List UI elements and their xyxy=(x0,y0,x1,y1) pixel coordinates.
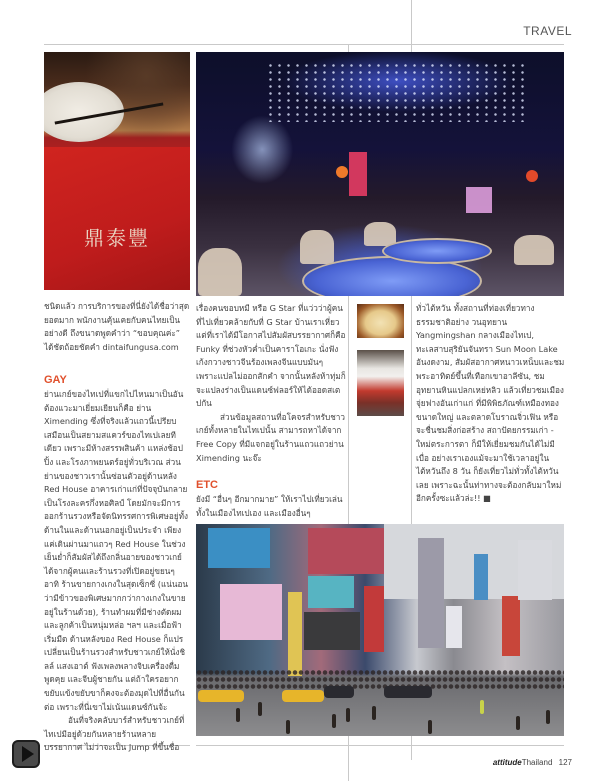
table xyxy=(382,238,492,264)
ceiling-lights xyxy=(266,62,526,122)
billboard xyxy=(308,528,384,574)
play-button[interactable] xyxy=(12,740,40,768)
page-number: 127 xyxy=(558,758,572,767)
dumplings-photo xyxy=(357,304,404,338)
magazine-brand: attitude xyxy=(492,758,522,767)
menu-title-text: 鼎泰豐 xyxy=(84,226,150,250)
gay-heading: GAY xyxy=(44,374,67,386)
bottom-rule xyxy=(196,745,564,746)
pedestrian xyxy=(546,710,550,724)
gay-paragraph-1: ย่านเกย์ของไทเปที่แขกไปไหนมาเป็นอันต้องแวะมาเยี่ยมเยียนก็คือ ย่าน Ximending ซึ่งที่จริงแล้วแถวนี้เปรียบเสมือนเป็นสยามสแควร์ของไทเปเลยทีเดียว เพราะมีห้างสรรพสินค้า แหล่งช้อปปิ้ง และโรงภาพยนตร์อยู่ทั่วบริเวณ ส่วนย่านของชาวเรานั้นซ่อนตัวอยู่ด้านหลัง Red House อาคารเก่าแก่ที่ปัจจุบันกลายเป็นโรงละครกึ่งหอศิลป์ โดยมักจะมีการออกร้านรวงหรือจัดนิทรรศการพิเศษอยู่ทั้งด้านในและด้านนอกอยู่เป็นประจำ เพียงแค่เดินผ่านมาแถวๆ Red House ในช่วงเย็นย่ำก็สัมผัสได้ถึงกลิ่นอายของชาวเกย์ได้จากผู้คนและร้านรวงที่เปิดอยู่ขยนๆ อาทิ ร้านขายกางเกงในสุดเซ็กซี่ (แน่นอนว่ามีข้าวของพิเศษมากกว่ากางเกงในขายอยู่ในร้านด้วย), ร้านทำผมที่มีช่างตัดผมและลูกค้าเป็นหนุ่มหล่อ ฯลฯ และเมื่อฟ้าเริ่มมืด ด้านหลังของ Red House ก็แปรเปลี่ยนเป็นร้านรวงสำหรับชาวเกย์ให้นั่งชิลล์ แสงเอาต์ ฟังเพลงพลางจิบเครื่องดื่ม พูดคุย และจีบผู้ชายกัน แต่ถ้าใครอยากขยับแข้งขยับขาก็คงจะต้องมุดไปที่อื่นกันต่อ เพราะที่นี่เขาไม่เน้นแดนซ์กันจ้ะ xyxy=(44,389,189,712)
lamp xyxy=(336,166,348,178)
billboard xyxy=(418,538,444,648)
page-footer xyxy=(493,758,572,767)
pedestrian xyxy=(258,702,262,716)
taxi xyxy=(198,690,244,702)
chair xyxy=(300,230,334,264)
crowd xyxy=(196,669,564,691)
pedestrian xyxy=(480,700,484,714)
pedestrian xyxy=(236,708,240,722)
car xyxy=(324,686,354,698)
pedestrian xyxy=(286,720,290,734)
billboard xyxy=(502,596,520,656)
chair xyxy=(514,235,554,265)
pedestrian xyxy=(346,708,350,722)
lamp xyxy=(526,170,538,182)
street-photo xyxy=(196,524,564,736)
billboard xyxy=(220,584,282,640)
top-rule xyxy=(44,44,564,45)
play-icon xyxy=(22,746,34,762)
intro-paragraph: ชนิดแล้ว การบริการของที่นี่ยังได้ชื่อว่าสุดยอดมาก พนักงานคุ้นเคยกับคนไทยเป็นอย่างดี ถึงขนาดพูดคำว่า “ขอบคุณค่ะ” ได้ชัดถ้อยชัดคำ dintaifungusa.com xyxy=(44,301,190,352)
column-2-text xyxy=(196,302,346,520)
pedestrian xyxy=(372,706,376,720)
bar-photo xyxy=(196,52,564,296)
menu-photo xyxy=(44,52,190,290)
car xyxy=(384,686,432,698)
etc-heading: ETC xyxy=(196,479,218,492)
chair xyxy=(198,248,242,296)
pedestrian xyxy=(332,714,336,728)
billboard xyxy=(474,554,488,600)
chair xyxy=(364,222,396,246)
intro-text-block xyxy=(44,300,190,354)
magazine-brand-suffix: Thailand xyxy=(521,758,553,767)
etc-paragraph: ยังมี “อื่นๆ อีกมากมาย” ให้เราไปเที่ยวเล่น ทั้งในเมืองไทเปเอง และเมืองอื่นๆ xyxy=(196,494,343,518)
billboard xyxy=(288,592,302,676)
gay-section xyxy=(44,360,190,755)
red-pillar xyxy=(349,152,367,196)
gay-paragraph-2: อันที่จริงคลับบาร์สำหรับชาวเกย์ที่ไทเปมีอยู่ด้วยกันหลายร้านหลายบรรยากาศ ไม่ว่าจะเป็น Jump ที่ขึ้นชื่อ xyxy=(44,715,185,753)
billboard xyxy=(518,540,552,600)
pedestrian xyxy=(428,720,432,734)
taxi xyxy=(282,690,324,702)
billboard xyxy=(308,576,354,608)
col3-paragraph: ทั่วไต้หวัน ทั้งสถานที่ท่องเที่ยวทางธรรมชาติอย่าง วนอุทยาน Yangmingshan กลางเมืองไทเป, ทะเลสาบสุริยันจันทรา Sun Moon Lake อันงดงาม, สัมผัสอากาศหนาวเหน็บและชมพระอาทิตย์ขึ้นที่เทือกเขาอาลีซัน, ชมอุทยานหินแปลกเหย่หลิว แล้วเที่ยวชมเมืองจุ่ยฟางอันเก่าแก่ ที่มีพิพิธภัณฑ์เหมืองทองขนาดใหญ่ และตลาดโบราณจิ่วเฟิน หรือจะชื่นชมสิ่งก่อสร้าง สถาปัตยกรรมเก่า - ใหม่ตระการตา ก็มีให้เยี่ยมชมกันได้ไม่มีเบื่อ อย่างเราเองแม้จะมาใช้เวลาอยู่ในไต้หวันถึง 8 วัน ก็ยังเที่ยวไม่ทั่วทั้งไต้หวันเลย เพราะฉะนั้นท่าทางจะต้องกลับมาใหม่อีกครั้งซะแล้วล่ะ!! ■ xyxy=(416,303,565,504)
pink-light xyxy=(466,187,492,213)
menu-book-graphic xyxy=(44,147,190,290)
section-label: TRAVEL xyxy=(523,24,572,38)
col2-paragraph-2: ส่วนข้อมูลสถานที่อโคจรสำหรับชาวเกย์ทั้งหลายในไทเปนั้น สามารถหาได้จาก Free Copy ที่มีแจกอยู่ในร้านแถวแถวย่าน Ximending นะจ๊ะ xyxy=(196,411,345,463)
billboard xyxy=(208,528,270,568)
market-photo xyxy=(357,350,404,416)
col2-paragraph-1: เรื่องคนขอบหมี หรือ G Star ที่แว่วว่าผู้คนที่ไปเที่ยวคล้ายกับที่ G Star บ้านเราเหี่ยว แต่ที่เราได้มีโอกาสไปสัมผัสบรรยากาศก็คือ Funky ที่ช่วงหัวค่ำเป็นคาราโอเกะ นั่งฟังเก้งกวางชาวจีนร้องเพลงจีนแบบมันๆ เพราะแปลไม่ออกสักคำ จากนั้นหลังห้าทุ่มก็จะแปลงร่างเป็นแดนซ์ฟลอร์ให้ได้ออดสเตปกัน xyxy=(196,303,346,409)
billboard xyxy=(446,606,462,648)
billboard xyxy=(364,586,384,652)
column-3-text xyxy=(416,302,566,506)
billboard xyxy=(304,612,360,650)
pedestrian xyxy=(516,716,520,730)
